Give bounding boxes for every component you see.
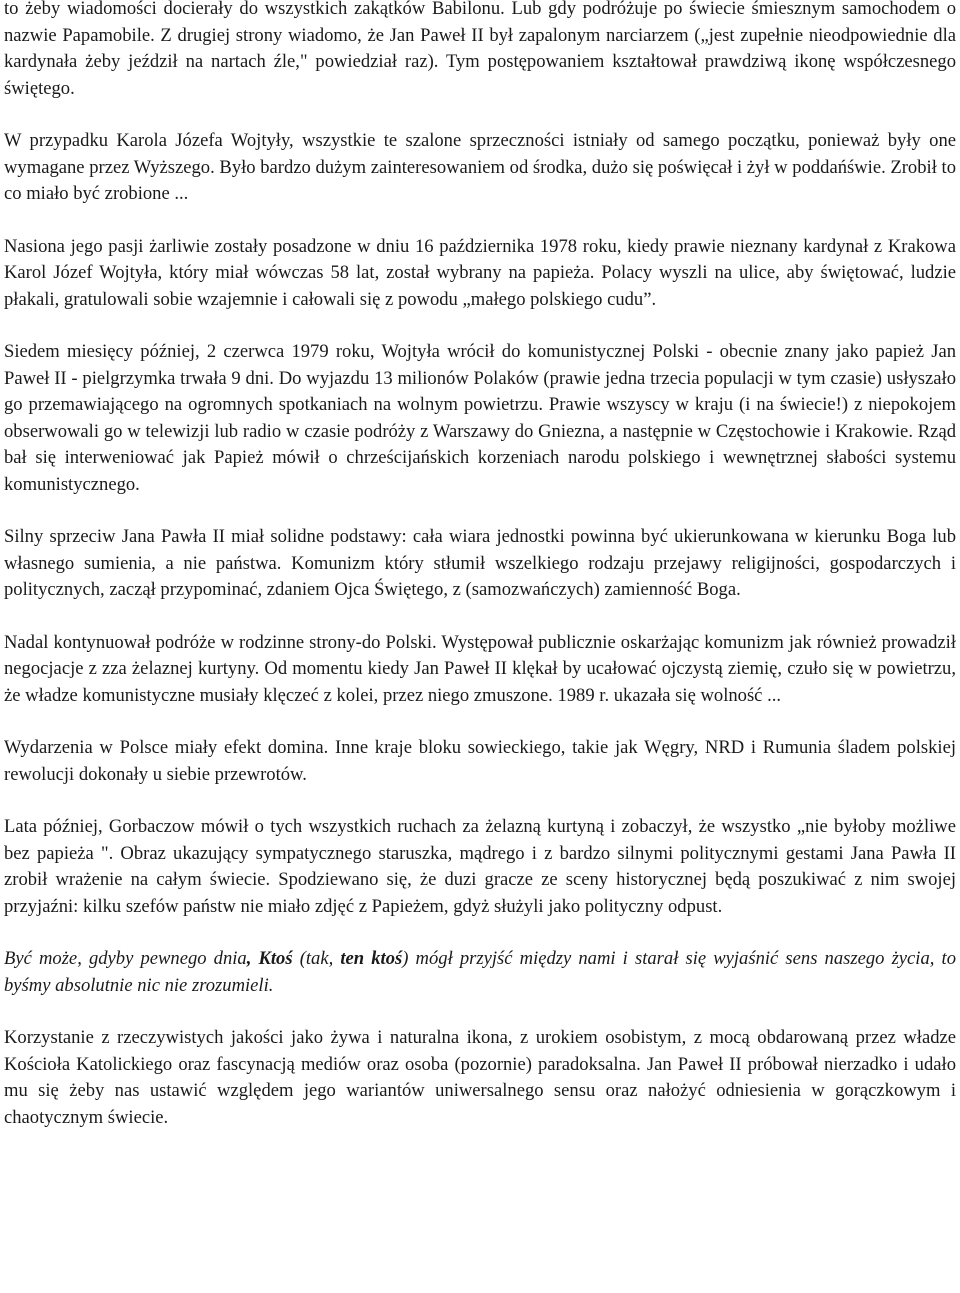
paragraph-5: Silny sprzeciw Jana Pawła II miał solidne podstawy: cała wiara jednostki powinna być ukierunkowana w kierunku Boga lub własnego sumienia, a nie państwa. Komunizm który stłumił wszelkiego rodzaju przejawy religijności, gospodarczych i politycznych, zaczął przypominać, zdaniem Ojca Świętego, z (samozwańczych) zamienność Boga. [4,526,956,600]
document-page [4,0,956,1157]
italic-bold-part-2: , Ktoś [246,948,293,969]
paragraph-7: Wydarzenia w Polsce miały efekt domina. Inne kraje bloku sowieckiego, takie jak Węgry, NRD i Rumunia śladem polskiej rewolucji dokonały u siebie przewrotów. [4,737,956,785]
italic-paragraph [4,946,956,999]
paragraph-4: Siedem miesięcy później, 2 czerwca 1979 roku, Wojtyła wrócił do komunistycznej Polski - obecnie znany jako papież Jan Paweł II - pielgrzymka trwała 9 dni. Do wyjazdu 13 milionów Polaków (prawie jedna trzecia populacji w tym czasie) usłyszało go przemawiającego na ogromnych spotkaniach na wolnym powietrzu. Prawie wszyscy w kraju (i na świecie!) z niepokojem obserwowali go w telewizji lub radio w czasie podróży z Warszawy do Gniezna, a następnie w Częstochowie i Krakowie. Rząd bał się interweniować jak Papież mówił o chrześcijańskich korzeniach narodu polskiego i wewnętrznej słabości systemu komunistycznego. [4,341,956,495]
paragraph-8: Lata później, Gorbaczow mówił o tych wszystkich ruchach za żelazną kurtyną i zobaczył, że wszystko „nie byłoby możliwe bez papieża ". Obraz ukazujący sympatycznego staruszka, mądrego i z bardzo silnymi politycznymi gestami Jana Pawła II zrobił wrażenie na całym świecie. Spodziewano się, że duzi gracze ze sceny historycznej będą poszukiwać z nim swojej przyjaźni: kilku szefów państw nie miało zdjęć z Papieżem, gdyż służyli jako polityczny odpust. [4,816,956,917]
italic-part-5: ) mógł przyjść między nami i starał się wyjaśnić sens naszego życia, to byśmy absolutnie nic nie zrozumieli. [4,948,956,996]
paragraph-1: to żeby wiadomości docierały do wszystkich zakątków Babilonu. Lub gdy podróżuje po świecie śmiesznym samochodem o nazwie Papamobile. Z drugiej strony wiadomo, że Jan Paweł II był zapalonym narciarzem („jest zupełnie nieodpowiednie dla kardynała żeby jeździł na nartach źle," powiedział raz). Tym postępowaniem kształtował prawdziwą ikonę współczesnego świętego. [4,0,956,99]
paragraph-2: W przypadku Karola Józefa Wojtyły, wszystkie te szalone sprzeczności istniały od samego początku, ponieważ były one wymagane przez Wyższego. Było bardzo dużym zainteresowaniem od środka, dużo się poświęcał i żył w poddańświe. Zrobił to co miało być zrobione ... [4,130,956,204]
paragraph-last: Korzystanie z rzeczywistych jakości jako żywa i naturalna ikona, z urokiem osobistym, z mocą obdarowaną przez władze Kościoła Katolickiego oraz fascynacją mediów oraz osoba (pozornie) paradoksalna. Jan Paweł II próbował nierzadko i udało mu się żeby nas ustawić względem jego wariantów uniwersalnego sensu oraz nałożyć odniesienia w gorączkowym i chaotycznym świecie. [4,1027,956,1128]
italic-part-3: (tak, [292,948,341,969]
italic-bold-part-4: ten ktoś [340,948,403,969]
paragraph-6: Nadal kontynuował podróże w rodzinne strony-do Polski. Występował publicznie oskarżając komunizm jak również prowadził negocjacje z zza żelaznej kurtyny. Od momentu kiedy Jan Paweł II klękał by ucałować ojczystą ziemię, czuło się w powietrzu, że władze komunistyczne musiały klęczeć z kolei, przez niego zmuszone. 1989 r. ukazała się wolność ... [4,631,956,706]
italic-part-1: Być może, gdyby pewnego dnia [4,948,247,969]
paragraph-3: Nasiona jego pasji żarliwie zostały posadzone w dniu 16 października 1978 roku, kiedy prawie nieznany kardynał z Krakowa Karol Józef Wojtyła, który miał wówczas 58 lat, został wybrany na papieża. Polacy wyszli na ulice, aby świętować, ludzie płakali, gratulowali sobie wzajemnie i całowali się z powodu „małego polskiego cudu”. [4,235,956,310]
